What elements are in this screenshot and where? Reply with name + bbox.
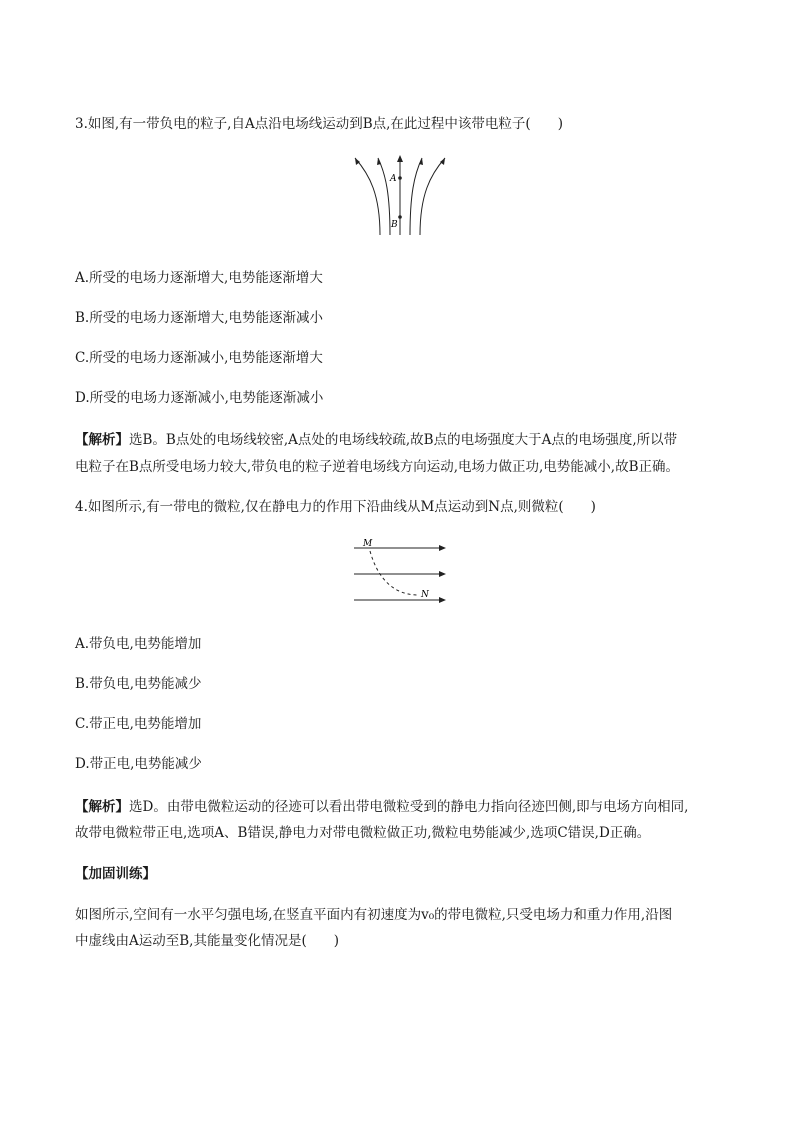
practice-line-2: 中虚线由A运动至B,其能量变化情况是( ) xyxy=(75,933,339,949)
q3-label-b: B xyxy=(391,220,398,230)
q4-analysis-text-1: 选D。由带电微粒运动的径迹可以看出带电微粒受到的静电力指向径迹凹侧,即与电场方向相同, xyxy=(129,799,689,815)
q4-analysis-line-1 xyxy=(75,797,725,817)
q4-analysis-line-2: 故带电微粒带正电,选项A、B错误,静电力对带电微粒做正功,微粒电势能减少,选项C错误,D正确。 xyxy=(75,825,651,841)
q3-arrow-right-outer xyxy=(440,158,445,165)
q3-arrow-left-outer xyxy=(355,158,360,165)
q3-point-a xyxy=(398,176,402,180)
q3-option-c: C.所受的电场力逐渐减小,电势能逐渐增大 xyxy=(75,350,323,366)
q4-option-d: D.带正电,电势能减少 xyxy=(75,756,202,772)
q3-analysis-line-2: 电粒子在B点所受电场力较大,带负电的粒子逆着电场线方向运动,电场力做正功,电势能减小,故B正确。 xyxy=(75,459,680,475)
q4-arrow-top xyxy=(439,545,446,551)
q3-option-a: A.所受的电场力逐渐增大,电势能逐渐增大 xyxy=(75,270,323,286)
q3-analysis-tag: 【解析】 xyxy=(75,432,129,448)
q3-arrow-center xyxy=(397,155,403,162)
q3-field-lines-figure xyxy=(350,150,450,240)
q4-arrow-bottom xyxy=(439,597,446,603)
q4-uniform-field-figure xyxy=(350,535,450,607)
q3-option-d: D.所受的电场力逐渐减小,电势能逐渐减小 xyxy=(75,390,324,406)
q3-field-line-right-outer xyxy=(420,158,445,235)
q4-arrow-middle xyxy=(439,571,446,577)
practice-heading: 【加固训练】 xyxy=(75,866,156,882)
q4-analysis-tag: 【解析】 xyxy=(75,799,129,815)
q4-option-b: B.带负电,电势能减少 xyxy=(75,676,202,692)
q3-analysis-text-1: 选B。B点处的电场线较密,A点处的电场线较疏,故B点的电场强度大于A点的电场强度,所以带 xyxy=(129,432,678,448)
q4-option-c: C.带正电,电势能增加 xyxy=(75,716,202,732)
practice-line-1: 如图所示,空间有一水平匀强电场,在竖直平面内有初速度为v₀的带电微粒,只受电场力和重力作用,沿图 xyxy=(75,907,673,923)
q4-option-a: A.带负电,电势能增加 xyxy=(75,636,202,652)
q3-field-line-left-outer xyxy=(355,158,380,235)
q4-label-m: M xyxy=(363,539,373,549)
q3-analysis-line-1 xyxy=(75,430,725,450)
q3-point-b xyxy=(398,215,402,219)
q3-stem: 3.如图,有一带负电的粒子,自A点沿电场线运动到B点,在此过程中该带电粒子( ) xyxy=(75,116,563,132)
q3-label-a: A xyxy=(390,174,397,184)
q4-trajectory xyxy=(370,551,418,595)
q3-option-b: B.所受的电场力逐渐增大,电势能逐渐减小 xyxy=(75,310,324,326)
q4-label-n: N xyxy=(421,590,429,600)
q4-stem: 4.如图所示,有一带电的微粒,仅在静电力的作用下沿曲线从M点运动到N点,则微粒( ) xyxy=(75,499,596,515)
